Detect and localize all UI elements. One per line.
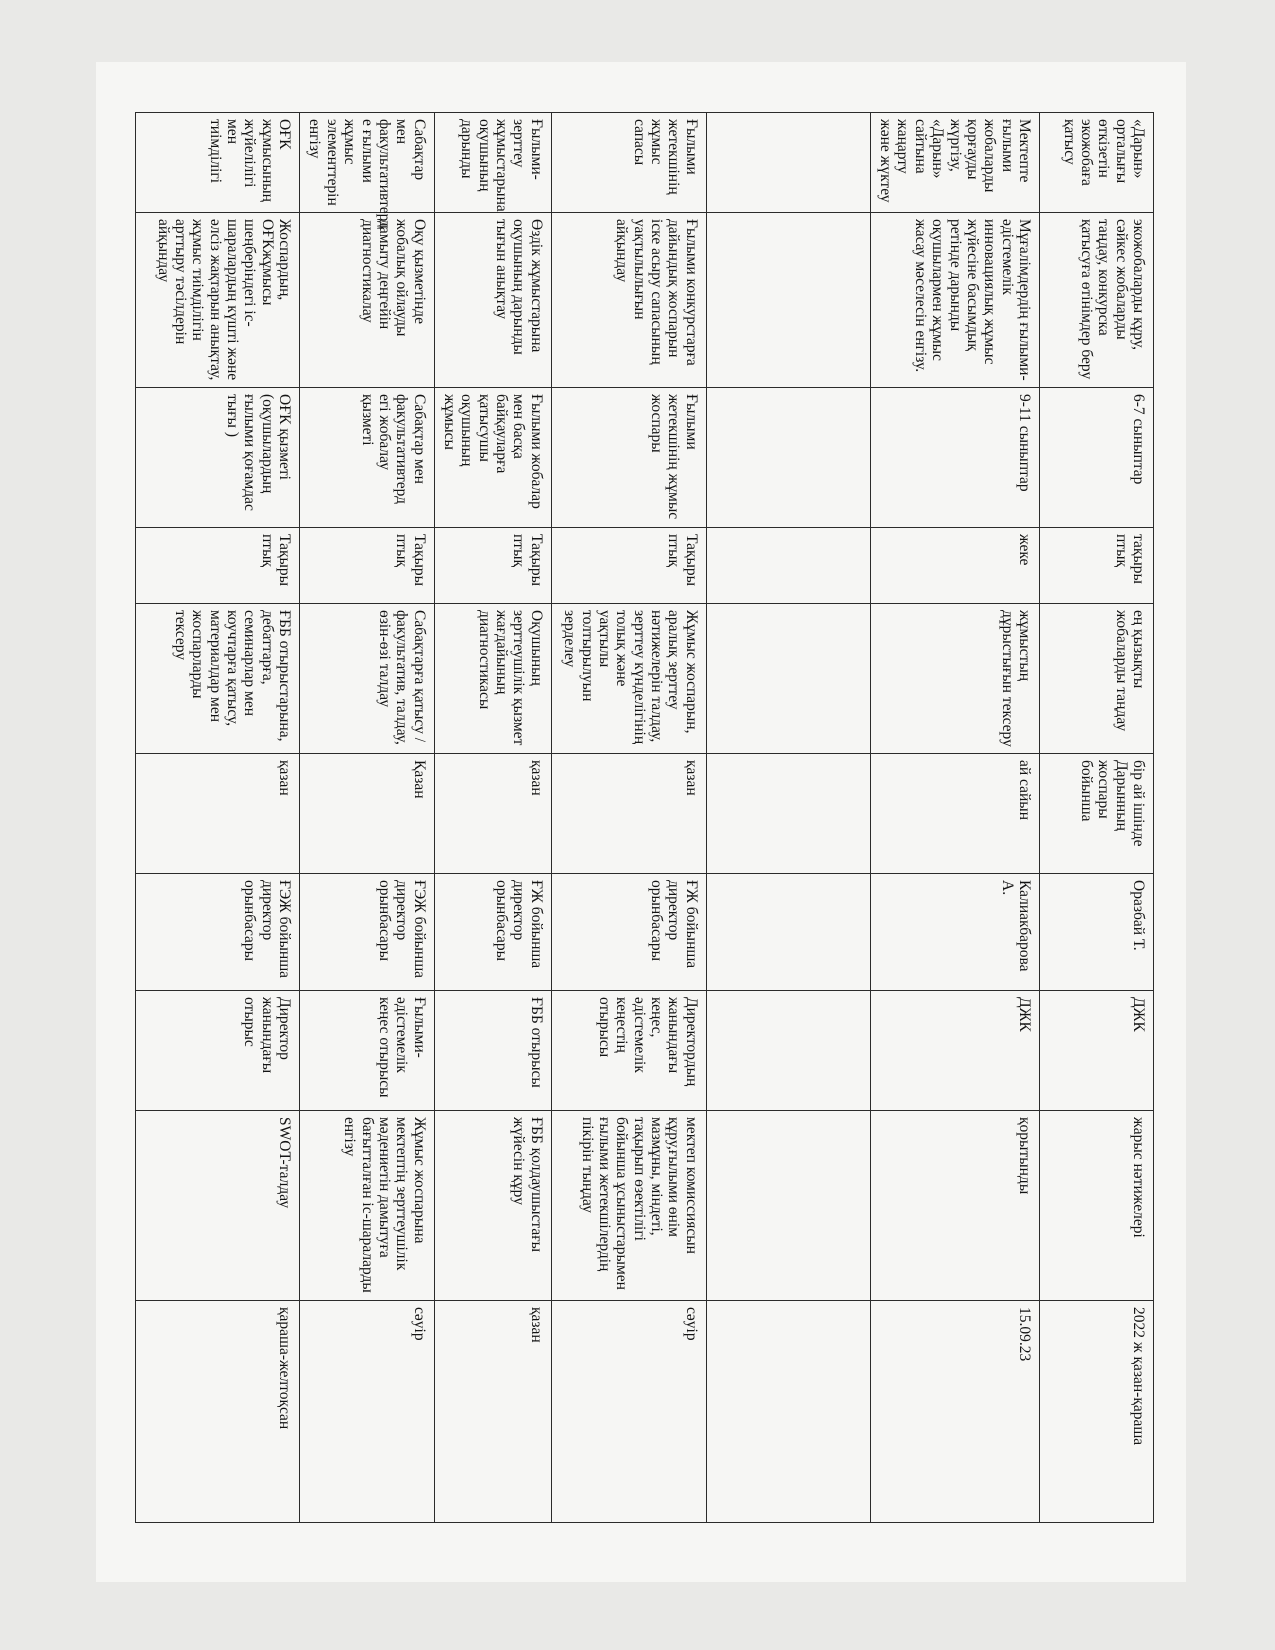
table-cell: сәуір <box>551 1301 706 1523</box>
table-cell <box>706 754 870 874</box>
work-plan-table <box>135 112 1154 1523</box>
table-cell: экожобаларды құру, сәйкес жобаларды таңдау, конкурска қатысуға өтінімдер беру <box>1040 213 1154 388</box>
table-cell <box>706 1111 870 1301</box>
table-cell: ҒББ отырыстарына, дебаттарға, семинарлар мен коучтарға қатысу, материалдар мен жоспарларды тексеру <box>136 604 300 754</box>
table-cell: Сабақтар мен факультативтерд е ғылыми жұмыс элементтерін енгізу <box>300 113 435 213</box>
table-cell: Сабақтар мен факультативтерд егі жобалау қызметі <box>300 388 435 528</box>
table-cell <box>706 113 870 213</box>
table-cell: Мұғалімдердің ғылыми-әдістемелік инновациялық жұмыс жүйесіне басымдық ретінде дарынды оқушылармен жұмыс жасау мәселесін енгізу. <box>870 213 1039 388</box>
rotated-table-container <box>154 112 1154 1522</box>
table-cell: қорытынды <box>870 1111 1039 1301</box>
table-cell: ҒЭЖ бойынша директор орынбасары <box>136 874 300 991</box>
table-row <box>136 113 300 1523</box>
table-cell: ҒББ отырысы <box>434 991 551 1111</box>
table-cell: Ғылыми конкурстарға дайындық жоспарын іске асыру сапасының уақтылылығын айқындау <box>551 213 706 388</box>
table-cell: ҒЖ бойынша директор орынбасары <box>551 874 706 991</box>
table-cell: Калиакбарова А. <box>870 874 1039 991</box>
table-cell <box>706 874 870 991</box>
table-cell: тақыры птық <box>1040 528 1154 604</box>
table-cell: Тақыры птық <box>551 528 706 604</box>
table-cell <box>706 388 870 528</box>
table-cell: ДЖК <box>870 991 1039 1111</box>
table-cell: ҒЖ бойынша директор орынбасары <box>434 874 551 991</box>
table-cell: Мектепте ғылыми жобаларды қорғауды жүргізу, «Дарын» сайтына жаңарту және жүктеу <box>870 113 1039 213</box>
table-cell: ең қызықты жобаларды таңдау <box>1040 604 1154 754</box>
table-cell: 15.09.23 <box>870 1301 1039 1523</box>
table-cell: Жұмыс жоспарын, аралық зерттеу нәтижелерін талдау, зерттеу күнделігінің толық және уақтылы толтырылуын зерделеу <box>551 604 706 754</box>
table-cell: қазан <box>434 1301 551 1523</box>
table-cell: қараша-желтоқсан <box>136 1301 300 1523</box>
table-row <box>870 113 1039 1523</box>
table-cell: Өздік жұмыстарына оқушының дарынды тығын анықтау <box>434 213 551 388</box>
table-cell: ай сайын <box>870 754 1039 874</box>
table-cell <box>706 991 870 1111</box>
table-cell: Тақыры птық <box>300 528 435 604</box>
table-row <box>434 113 551 1523</box>
table-cell: қазан <box>136 754 300 874</box>
table-cell: Оразбай Т. <box>1040 874 1154 991</box>
table-row <box>706 113 870 1523</box>
table-cell: ОҒК қызметі (оқушылардың ғылыми қоғамдас тығы ) <box>136 388 300 528</box>
table-cell: 2022 ж қазан-қараша <box>1040 1301 1154 1523</box>
table-cell: Қазан <box>300 754 435 874</box>
table-cell: SWOT-талдау <box>136 1111 300 1301</box>
table-cell: ОҒК жұмысының жүйелілігі мен тиімділігі <box>136 113 300 213</box>
table-cell: Оқушының зерттеушілік қызмет жағдайының диагностикасы <box>434 604 551 754</box>
table-cell: 9-11 сыныптар <box>870 388 1039 528</box>
table-cell: Директордың жанындағы кеңес, әдістемелік кеңестің отырысы <box>551 991 706 1111</box>
table-cell: Ғылыми-әдістемелік кеңес отырысы <box>300 991 435 1111</box>
table-cell: мектеп комиссиясын құру,ғылыми өнім мазмұны, міндеті, тақырып өзектілігі бойынша ұсыныстарымен ғылыми жетекшілердің пікірін тыңдау <box>551 1111 706 1301</box>
table-cell: «Дарын» орталығы өткізетін экожобаға қатысу <box>1040 113 1154 213</box>
table-cell: Ғылыми жетекшінің жұмыс сапасы <box>551 113 706 213</box>
table-cell: қазан <box>434 754 551 874</box>
table-cell: Ғылыми жетекшінің жұмыс жоспары <box>551 388 706 528</box>
table-cell: Ғылыми-зерттеу жұмыстарына оқушының дарынды <box>434 113 551 213</box>
table-cell: ҒББ қолдаушыстағы жүйесін құру <box>434 1111 551 1301</box>
table-cell: Оқу қызметінде жобалық ойлауды дамыту деңгейін диагностикалау <box>300 213 435 388</box>
table-cell: Ғылыми жобалар мен басқа байқауларға қатысушы оқушының жұмысы <box>434 388 551 528</box>
table-row <box>300 113 435 1523</box>
table-cell: Тақыры птық <box>434 528 551 604</box>
table-cell <box>706 604 870 754</box>
table-cell: Жұмыс жоспарына мектептің зерттеушілік мәдениетін дамытуға бағытталған іс-шараларды енгізу <box>300 1111 435 1301</box>
table-row <box>1040 113 1154 1523</box>
table-row <box>551 113 706 1523</box>
table-cell: қазан <box>551 754 706 874</box>
table-cell: жеке <box>870 528 1039 604</box>
table-cell: Тақыры птық <box>136 528 300 604</box>
table-cell <box>706 213 870 388</box>
table-cell: 6-7 сыныптар <box>1040 388 1154 528</box>
table-cell: Сабақтарға қатысу / факультатив, талдау, өзін-өзі талдау <box>300 604 435 754</box>
table-cell <box>706 1301 870 1523</box>
table-cell: сәуір <box>300 1301 435 1523</box>
table-cell: Директор жанындағы отырыс <box>136 991 300 1111</box>
table-cell: жарыс нәтижелері <box>1040 1111 1154 1301</box>
table-cell: Жоспардың, ОҒКжұмысы шеңберіндегі іс-шаралардың күшті және әлсіз жақтарын анықтау, жұмыс тиімділігін арттыру тәсілдерін айқындау <box>136 213 300 388</box>
table-cell: бір ай ішінде Дарынның жоспары бойынша <box>1040 754 1154 874</box>
table-cell: ҒЭЖ бойынша директор орынбасары <box>300 874 435 991</box>
table-cell <box>706 528 870 604</box>
table-cell: ДЖК <box>1040 991 1154 1111</box>
table-cell: жұмыстың дұрыстығын тексеру <box>870 604 1039 754</box>
